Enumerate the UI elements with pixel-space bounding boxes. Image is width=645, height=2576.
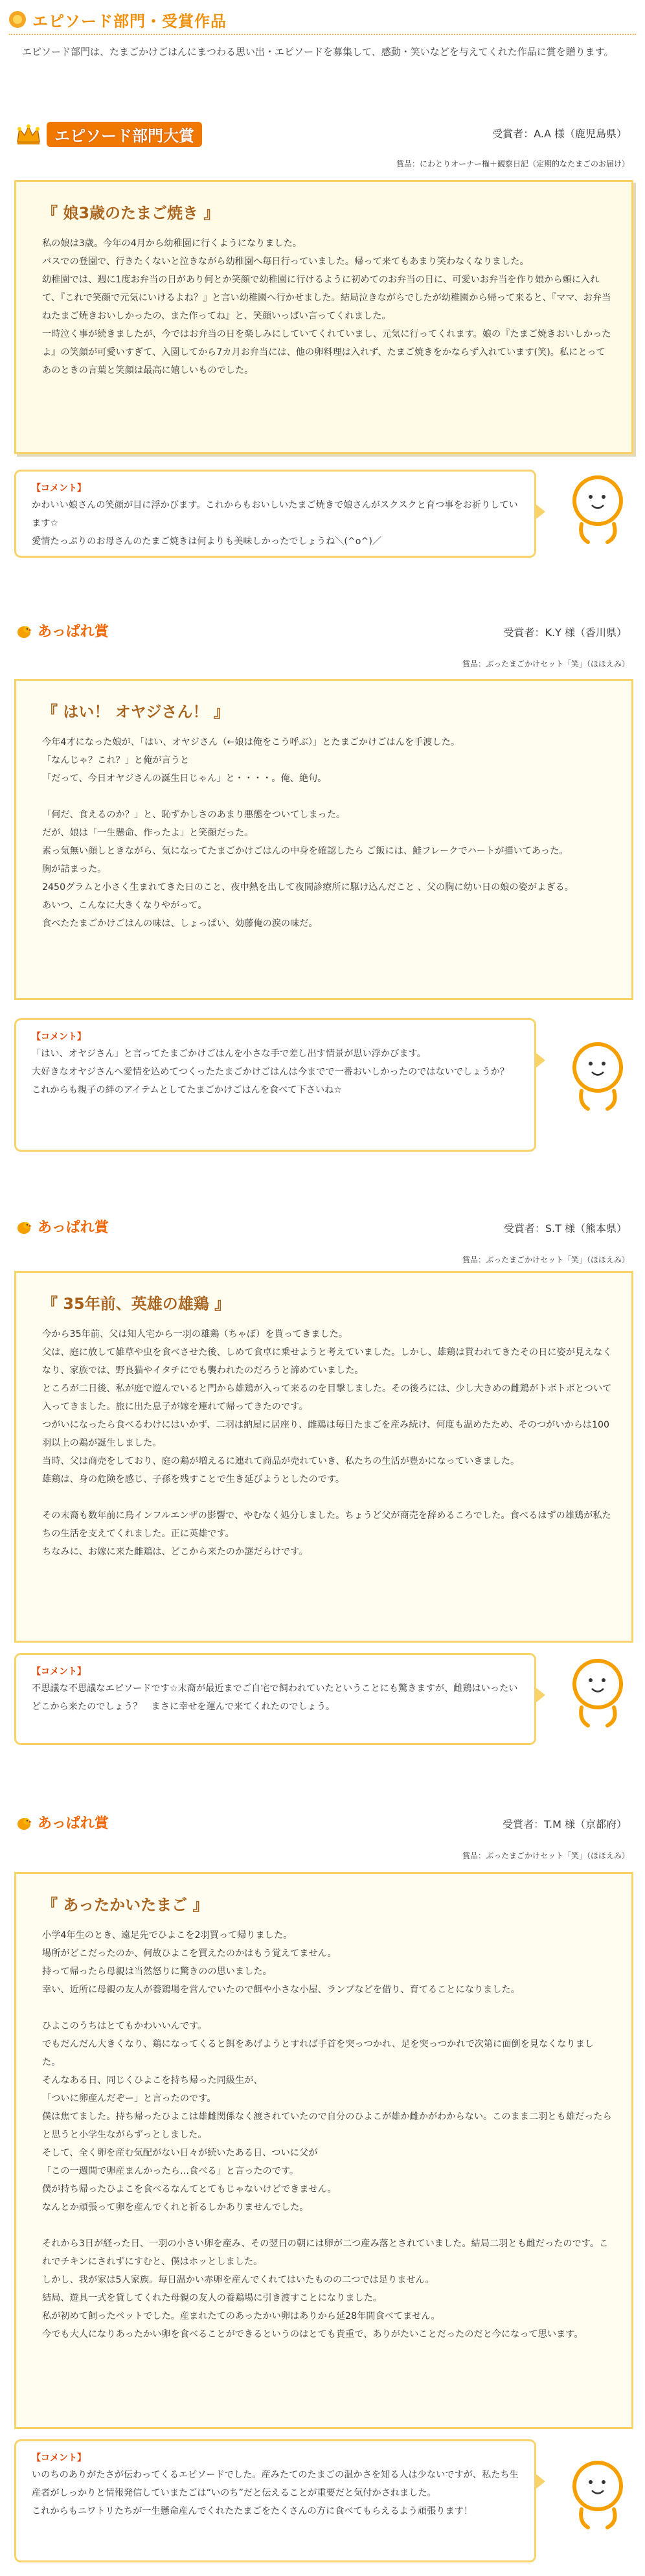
comment-box xyxy=(14,470,536,558)
story-body xyxy=(42,733,612,933)
comment-line: これからもニワトリたちが一生懸命産んでくれたたまごをたくさんの方に食べてもらえるよう頑張ります！ xyxy=(32,2506,473,2516)
recipient: 受賞者：S.T 様（熊本県） xyxy=(503,1222,627,1235)
egg-mascot-icon xyxy=(562,2455,633,2533)
recipient: 受賞者：A.A 様（鹿児島県） xyxy=(492,128,627,140)
story-paragraph: 一時泣く事が続きましたが、今ではお弁当の日を楽しみにしていてくれていまし、元気に行ってくれます。娘の『たまご焼きおいしかったよ』の笑顔が可愛いすぎて、入園してから7カ月お弁当には、他の卵料理は入れず、たまご焼きをかならず入れています(笑)。私にとってあのときの言葉と笑顔は最高に嬉しいものでした。 xyxy=(42,329,611,376)
comment-line: 不思議な不思議なエピソードです☆末裔が最近までご自宅で飼われていたということにも驚きますが、雌鶏はいったいどこから来たのでしょう？ まさに幸せを運んで来てくれたのでしょう。 xyxy=(32,1683,518,1712)
award-label xyxy=(16,1812,109,1832)
comment-box xyxy=(14,1018,536,1152)
comment-heading: 【コメント】 xyxy=(32,483,86,494)
award-title: あっぱれ賞 xyxy=(38,624,109,640)
story-paragraph xyxy=(42,1488,612,1507)
crown-icon xyxy=(16,124,41,146)
award-label xyxy=(16,1216,109,1237)
story-paragraph: 持って帰ったら母親は当然怒りに驚きのの思いました。 xyxy=(42,1966,272,1977)
comment-body xyxy=(32,496,520,551)
story-paragraph: 「だって、今日オヤジさんの誕生日じゃん」と・・・・。俺、絶句。 xyxy=(42,773,327,784)
award-row xyxy=(9,615,636,652)
comment-line: これからも親子の絆のアイテムとしてたまごかけごはんを食べて下さいね☆ xyxy=(32,1085,342,1095)
story-paragraph: でもだんだん大きくなり、鶏になってくると餌をあげようとすれば手首を突っつかれ、足を突っつかれで次第に面倒を見なくなりました。 xyxy=(42,2039,594,2068)
story-body xyxy=(42,1325,612,1561)
comment-heading: 【コメント】 xyxy=(32,1667,86,1677)
prize: 賞品：ぶったまごかけセット「笑」（ほほえみ） xyxy=(462,659,629,668)
comment-line: かわいい娘さんの笑顔が目に浮かびます。これからもおいしいたまご焼きで娘さんがスクスクと育つ事をお祈りしています☆ xyxy=(32,500,518,529)
award-title: エピソード部門大賞 xyxy=(47,122,202,147)
recipient: 受賞者：K.Y 様（香川県） xyxy=(503,626,627,639)
story-title: 『 35年前、英雄の雄鶏 』 xyxy=(42,1295,231,1313)
story-paragraph: しかし、我が家は5人家族。毎日温かい赤卵を産んでくれてはいたものの二つでは足りません。 xyxy=(42,2275,435,2285)
story-paragraph: なんとか頑張って卵を産んでくれと祈るしかありませんでした。 xyxy=(42,2202,309,2213)
egg-mascot-icon xyxy=(562,1036,633,1114)
story-paragraph: ところが二日後、私が庭で遊んでいると門から雄鶏が入って来るのを目撃しました。その後ろには、少し大きめの雌鶏がトボトボとついて入ってきました。旅に出た息子が嫁を連れて帰ってきたのです。 xyxy=(42,1384,612,1412)
header-divider xyxy=(9,34,636,35)
story-paragraph: 食べたたまごかけごはんの味は、しょっぱい、効藤俺の涙の味だ。 xyxy=(42,918,318,929)
comment-line: 大好きなオヤジさんへ愛情を込めてつくったたまごかけごはんは今までで一番おいしかったのではないでしょうか？ xyxy=(32,1067,510,1077)
story-paragraph: 2450グラムと小さく生まれてきた日のこと、夜中熱を出して夜間診療所に駆け込んだこと 、父の胸に幼い日の娘の姿がよぎる。 xyxy=(42,882,574,893)
story-paragraph: 幼稚園では、週に1度お弁当の日があり何とか笑顔で幼稚園に行けるように初めてのお弁当の日に、可愛いお弁当を作り娘から頼に入れて、『これで笑顔で元気にいけるよね？』と言い幼稚園へ行かせました。結局泣きながらでしたが幼稚園から帰って来ると、『ママ、お弁当ねたまご焼きおいしかったの、また作ってね』と、笑顔いっぱい言ってくれました。 xyxy=(42,275,611,321)
bird-icon xyxy=(16,1814,32,1831)
egg-bullet-icon xyxy=(9,11,26,28)
comment-body xyxy=(32,1680,520,1716)
story-paragraph: 私が初めて飼ったペットでした。産まれたてのあったかい卵はありから延28年間食べてません。 xyxy=(42,2311,440,2321)
story-body xyxy=(42,234,612,380)
award-row xyxy=(9,1807,636,1843)
comment-box xyxy=(14,1653,536,1745)
story-title: 『 娘3歳のたまご焼き 』 xyxy=(42,204,220,222)
story-paragraph: 今でも大人になりあったかい卵を食べることができるというのはとても貴重で、ありがたいことだったのだと今になって思います。 xyxy=(42,2329,583,2340)
story-paragraph: あいつ、こんなに大きくなりやがって。 xyxy=(42,900,207,911)
story-paragraph: 「何だ、食えるのか？」と、恥ずかしさのあまり悪態をついてしまった。 xyxy=(42,810,346,820)
story-paragraph: 「この一週間で卵産まんかったら…食べる」と言ったのです。 xyxy=(42,2166,299,2176)
story-paragraph: バスでの登園で、行きたくないと泣きながら幼稚園へ毎日行っていました。帰って来てもあまり笑わなくなりました。 xyxy=(42,256,529,267)
prize: 賞品：にわとりオーナー権＋観察日記（定期的なたまごのお届け） xyxy=(396,159,629,168)
bird-icon xyxy=(16,622,32,639)
award-label xyxy=(16,122,202,147)
section-header xyxy=(9,6,227,32)
story-paragraph: 僕は焦てました。持ち帰ったひよこは雄雌関係なく渡されていたので自分のひよこが雄か雌かがわからない。このまま二羽とも雄だったらと思うと小学生ながらずっとしました。 xyxy=(42,2112,612,2140)
story-paragraph: 僕が持ち帰ったひよこを食べるなんてとてもじゃないけどできません。 xyxy=(42,2184,337,2194)
story-box xyxy=(14,1872,633,2429)
story-paragraph: 場所がどこだったのか、何故ひよこを買えたのかはもう覚えてません。 xyxy=(42,1948,337,1959)
comment-line: 「はい、オヤジさん」と言ってたまごかけごはんを小さな手で差し出す情景が思い浮かびます。 xyxy=(32,1049,426,1059)
story-paragraph: 父は、庭に放して雑草や虫を食べさせた後、しめて食卓に乗せようと考えていました。しかし、雄鶏は貰われてきたその日に姿が見えなくなり、家族では、野良猫やイタチにでも襲われたのだろうと諦めていました。 xyxy=(42,1347,612,1376)
story-paragraph: その末裔も数年前に鳥インフルエンザの影響で、やむなく処分しました。ちょうど父が商売を辞めるころでした。食べるはずの雄鶏が私たちの生活を支えてくれました。正に英雄です。 xyxy=(42,1510,611,1539)
prize: 賞品：ぶったまごかけセット「笑」（ほほえみ） xyxy=(462,1851,629,1860)
story-paragraph: そして、全く卵を産む気配がない日々が続いたある日、ついに父が xyxy=(42,2148,318,2158)
story-paragraph: 「なんじゃ？これ？」と俺が言うと xyxy=(42,755,190,766)
story-title: 『 はい！ オヤジさん！ 』 xyxy=(42,703,229,721)
award-row-grand xyxy=(9,117,636,153)
story-paragraph: 幸い、近所に母親の友人が養鶏場を営んでいたので餌や小さな小屋、ランプなどを借り、育てることになりました。 xyxy=(42,1985,520,1995)
page-title: エピソード部門・受賞作品 xyxy=(32,12,227,30)
recipient: 受賞者：T.M 様（京都府） xyxy=(503,1818,627,1830)
bird-icon xyxy=(16,1218,32,1235)
story-box xyxy=(14,1271,633,1643)
story-paragraph: つがいになったら食べるわけにはいかず、二羽は納屋に居座り、雌鶏は毎日たまごを産み続け、何度も温めたため、そのつがいからは100羽以上の鶏が誕生しました。 xyxy=(42,1420,610,1448)
story-paragraph xyxy=(42,788,612,806)
egg-mascot-icon xyxy=(562,470,633,547)
award-title: あっぱれ賞 xyxy=(38,1816,109,1832)
comment-line: 愛情たっぷりのお母さんのたまご焼きは何よりも美味しかったでしょうね＼(^o^)／ xyxy=(32,536,382,547)
comment-body xyxy=(32,1045,520,1099)
story-paragraph: 素っ気無い顔しときながら、気になってたまごかけごはんの中身を確認したら ご飯には、鮭フレークでハートが描いてあった。 xyxy=(42,846,569,856)
intro-text: エピソード部門は、たまごかけごはんにまつわる思い出・エピソードを募集して、感動・笑いなどを与えてくれた作品に賞を贈ります。 xyxy=(22,46,614,58)
story-paragraph: 結局、遊具一式を貸してくれた母親の友人の養鶏場に引き渡すことになりました。 xyxy=(42,2293,382,2303)
story-paragraph: 小学4年生のとき、遠足先でひよこを2羽買って帰りました。 xyxy=(42,1930,293,1941)
story-paragraph xyxy=(42,1999,612,2017)
story-paragraph: 今年4才になった娘が、「はい、オヤジさん（←娘は俺をこう呼ぶ）」とたまごかけごはんを手渡した。 xyxy=(42,737,460,747)
story-paragraph: 私の娘は3歳。今年の4月から幼稚園に行くようになりました。 xyxy=(42,238,302,249)
story-paragraph: そんなある日、同じくひよこを持ち帰った同級生が、 xyxy=(42,2075,263,2086)
story-paragraph: 今から35年前、父は知人宅から一羽の雄鶏（ちゃぼ）を貰ってきました。 xyxy=(42,1329,348,1339)
comment-heading: 【コメント】 xyxy=(32,2453,86,2463)
egg-mascot-icon xyxy=(562,1653,633,1731)
story-paragraph: 胸が詰まった。 xyxy=(42,864,107,874)
award-title: あっぱれ賞 xyxy=(38,1220,109,1236)
story-title: 『 あったかいたまご 』 xyxy=(42,1896,209,1914)
comment-body xyxy=(32,2466,520,2520)
comment-line: いのちのありがたさが伝わってくるエピソードでした。産みたてのたまごの温かさを知る人は少ないですが、私たち生産者がしっかりと情報発信していまた​ごは“いのち”だと伝えることが重要だと気付かされました。 xyxy=(32,2470,519,2498)
award-row xyxy=(9,1211,636,1248)
story-paragraph: ひよこのうちはとてもかわいいんです。 xyxy=(42,2021,207,2031)
story-paragraph: 「ついに卵産んだぞー」と言ったのです。 xyxy=(42,2093,216,2104)
story-paragraph xyxy=(42,2217,612,2235)
story-box xyxy=(14,679,633,1000)
story-paragraph: 雄鶏は、身の危険を感じ、子孫を残すことで生き延びようとしたのです。 xyxy=(42,1474,345,1485)
story-paragraph: ちなみに、お嫁に来た雌鶏は、どこから来たのか謎だらけです。 xyxy=(42,1547,308,1557)
comment-heading: 【コメント】 xyxy=(32,1032,86,1042)
comment-box xyxy=(14,2439,536,2562)
story-paragraph: だが、娘は「一生懸命、作ったよ」と笑顔だった。 xyxy=(42,828,254,838)
story-paragraph: 当時、父は商売をしており、庭の鶏が増えるに連れて商品が売れていき、私たちの生活が豊かになっていきました。 xyxy=(42,1456,520,1466)
prize: 賞品：ぶったまごかけセット「笑」（ほほえみ） xyxy=(462,1255,629,1264)
story-paragraph: それから3日が経った日、一羽の小さい卵を産み、その翌日の朝には卵が二つ産み落とされていました。結局二羽とも雌だったのです。これでチキンにされずにすむと、僕はホッとしました。 xyxy=(42,2239,609,2267)
award-label xyxy=(16,621,109,641)
story-box xyxy=(14,180,633,454)
story-body xyxy=(42,1926,612,2343)
